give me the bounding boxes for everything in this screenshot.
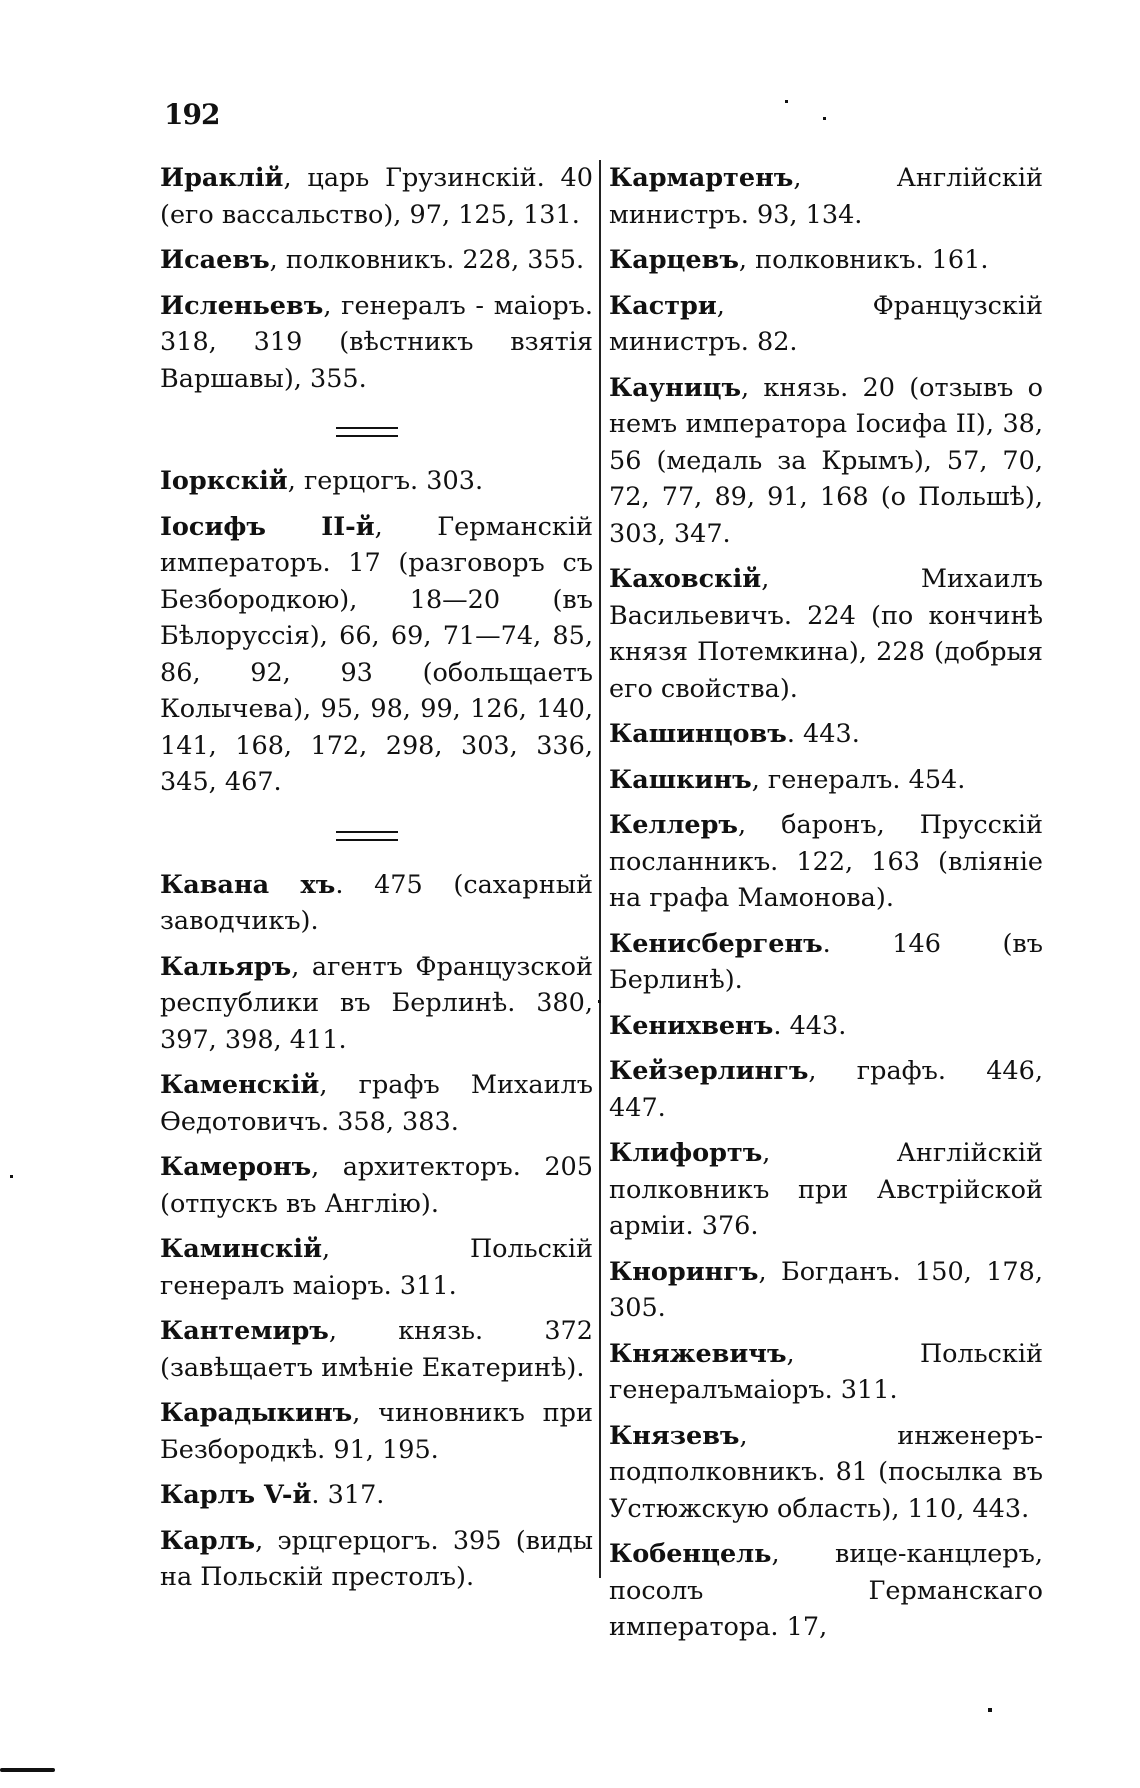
entry-headword: Кастри (609, 290, 717, 321)
entry-headword: Іоркскій (160, 466, 288, 496)
index-entry (160, 509, 593, 801)
entry-headword: Кантемиръ (160, 1316, 329, 1346)
index-entry (160, 1149, 593, 1222)
entry-headword: Кармартенъ (609, 163, 794, 193)
entry-headword: Кауницъ (609, 372, 742, 403)
index-entry (160, 288, 593, 398)
entry-headword: Карадыкинъ (160, 1398, 353, 1428)
entry-headword: Кенихвенъ (609, 1010, 774, 1041)
entry-text: , Англійскій полковникъ при Австрійской арміи. 376. (609, 1138, 1043, 1241)
entry-headword: Кашинцовъ (609, 719, 787, 749)
index-entry (609, 1008, 1043, 1045)
index-entry (609, 762, 1043, 799)
entry-text: . 443. (786, 719, 860, 749)
entry-text: , генералъ - маіоръ. 318, 319 (вѣстникъ взятія Варшавы), 355. (160, 290, 593, 394)
index-entry (160, 1231, 593, 1304)
entry-headword: Келлеръ (609, 810, 738, 840)
section-separator (336, 831, 398, 841)
scan-speck (988, 1708, 992, 1712)
entry-text: , герцогъ. 303. (287, 466, 484, 496)
entry-headword: Іосифъ II-й (160, 511, 375, 542)
entry-text: , Польскій генералъ маіоръ. 311. (160, 1234, 593, 1301)
entry-headword: Кавана хъ (160, 869, 336, 900)
entry-headword: Клифортъ (609, 1138, 763, 1168)
entry-text: , баронъ, Прусскій посланникъ. 122, 163 (вліяніе на графа Мамонова). (609, 810, 1043, 913)
entry-headword: Исаевъ (160, 245, 270, 275)
entry-headword: Ираклій (160, 163, 284, 193)
entry-text: . 443. (773, 1010, 847, 1041)
scan-speck (10, 1175, 13, 1178)
entry-text: , вице-канцлеръ, посолъ Германскаго императора. 17, (609, 1539, 1043, 1642)
entry-text: , архитекторъ. 205 (отпускъ въ Англію). (160, 1152, 593, 1219)
entry-text: . 475 (сахарный заводчикъ). (160, 869, 593, 936)
scan-speck (785, 100, 788, 103)
entry-text: , чиновникъ при Безбородкѣ. 91, 195. (160, 1398, 593, 1465)
entry-text: , Французскій министръ. 82. (609, 290, 1043, 357)
index-entry (160, 1477, 593, 1514)
entry-headword: Кнорингъ (609, 1256, 759, 1287)
entry-text: , Михаилъ Васильевичъ. 224 (по кончинѣ князя Потемкина), 228 (добрыя его свойства). (609, 564, 1043, 704)
index-entry (609, 160, 1043, 233)
entry-text: . 317. (311, 1480, 385, 1510)
entry-headword: Карлъ V-й (160, 1480, 312, 1510)
scan-smudge (0, 1768, 55, 1772)
index-entry (160, 242, 593, 279)
index-entry (609, 370, 1043, 553)
entry-headword: Камеронъ (160, 1152, 312, 1182)
entry-headword: Кейзерлингъ (609, 1056, 809, 1086)
entry-text: , царь Грузинскій. 40 (его вассальство), 97, 125, 131. (160, 163, 593, 230)
index-entry (160, 949, 593, 1059)
index-entry (609, 1254, 1043, 1327)
index-entry (160, 463, 593, 500)
entry-headword: Князевъ (609, 1420, 740, 1451)
section-separator (336, 427, 398, 437)
entry-text: , Польскій генералъмаіоръ. 311. (609, 1338, 1043, 1405)
index-entry (160, 1313, 593, 1386)
index-entry (609, 561, 1043, 707)
entry-headword: Кенисбергенъ (609, 928, 823, 959)
entry-text: , Англійскій министръ. 93, 134. (609, 163, 1043, 230)
page-number: 192 (164, 98, 220, 131)
entry-headword: Каховскій (609, 564, 762, 594)
entry-text: , полковникъ. 228, 355. (269, 245, 585, 275)
entry-text: , князь. 20 (отзывъ о немъ императора Іосифа II), 38, 56 (медаль за Крымъ), 57, 70, 72, 77, 89, 91, 168 (о Польшѣ), 303, 347. (609, 372, 1043, 549)
entry-text: , Германскій императоръ. 17 (разговоръ съ Безбородкою), 18—20 (въ Бѣлоруссія), 66, 69, 71—74, 85, 86, 92, 93 (обольщаетъ Колычева), 95, 98, 99, 126, 140, 141, 168, 172, 298, 303, 336, 345, 467. (160, 511, 593, 797)
entry-text: , полковникъ. 161. (738, 245, 989, 275)
entry-text: , агентъ Французской республики въ Берлинѣ. 380, 397, 398, 411. (160, 951, 593, 1055)
index-entry (609, 1418, 1043, 1528)
entry-headword: Княжевичъ (609, 1338, 787, 1369)
entry-text: , генералъ. 454. (751, 764, 966, 795)
index-column-left (160, 160, 593, 1605)
entry-headword: Каминскій (160, 1234, 322, 1264)
index-entry (609, 1536, 1043, 1646)
index-entry (609, 1336, 1043, 1409)
index-entry (160, 1395, 593, 1468)
column-divider (599, 160, 601, 1578)
index-entry (609, 716, 1043, 753)
entry-text: , инженеръ-подполковникъ. 81 (посылка въ Устюжскую область), 110, 443. (609, 1420, 1043, 1524)
index-entry (609, 926, 1043, 999)
entry-text: , Богданъ. 150, 178, 305. (609, 1256, 1043, 1323)
entry-text: , князь. 372 (завѣщаетъ имѣніе Екатеринѣ). (160, 1316, 593, 1383)
entry-headword: Кальяръ (160, 951, 292, 982)
entry-headword: Кобенцель (609, 1539, 772, 1569)
entry-text: . 146 (въ Берлинѣ). (609, 928, 1043, 995)
index-entry (160, 867, 593, 940)
index-entry (160, 1067, 593, 1140)
entry-headword: Каменскій (160, 1070, 320, 1100)
entry-headword: Карцевъ (609, 245, 739, 275)
scan-speck (823, 117, 826, 120)
entry-headword: Исленьевъ (160, 290, 324, 321)
entry-text: , графъ. 446, 447. (609, 1056, 1043, 1123)
index-entry (160, 1523, 593, 1596)
entry-headword: Карлъ (160, 1525, 256, 1556)
index-entry (609, 807, 1043, 917)
entry-text: , эрцгерцогъ. 395 (виды на Польскій престолъ). (160, 1525, 593, 1592)
index-column-right (609, 160, 1043, 1655)
index-entry (609, 1053, 1043, 1126)
scan-speck (598, 1000, 601, 1003)
index-entry (609, 1135, 1043, 1245)
index-entry (609, 242, 1043, 279)
entry-headword: Кашкинъ (609, 764, 752, 795)
entry-text: , графъ Михаилъ Ѳедотовичъ. 358, 383. (160, 1070, 593, 1137)
index-entry (609, 288, 1043, 361)
index-entry (160, 160, 593, 233)
